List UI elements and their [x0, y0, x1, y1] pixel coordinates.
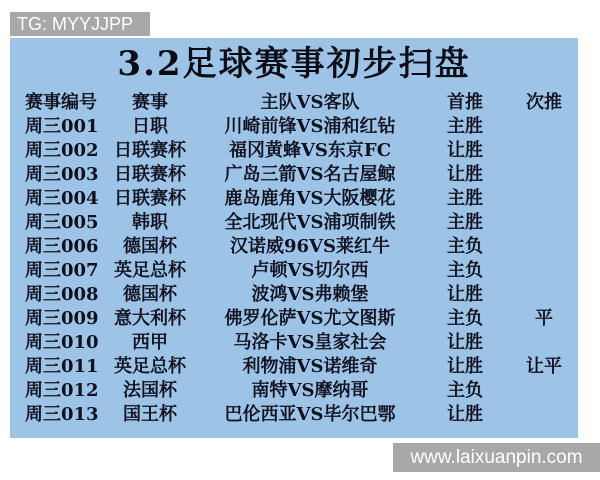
match-id-cell: 周三006: [25, 236, 99, 257]
teams-cell: 鹿岛鹿角VS大阪樱花: [224, 188, 396, 209]
header-first-pick: 首推: [447, 92, 483, 113]
first-pick-cell: 让胜: [447, 140, 483, 161]
table-panel: [10, 38, 578, 438]
teams-cell: 波鸿VS弗赖堡: [251, 284, 369, 305]
first-pick-cell: 主负: [447, 236, 483, 257]
match-id-cell: 周三008: [25, 284, 99, 305]
league-cell: 日联赛杯: [114, 188, 186, 209]
match-id-cell: 周三002: [25, 140, 99, 161]
league-cell: 德国杯: [123, 236, 177, 257]
match-id-cell: 周三012: [25, 380, 99, 401]
teams-cell: 巴伦西亚VS毕尔巴鄂: [224, 404, 396, 425]
table-row: [10, 184, 578, 208]
first-pick-cell: 让胜: [447, 332, 483, 353]
table-row: [10, 304, 578, 328]
first-pick-cell: 让胜: [447, 164, 483, 185]
table-row: [10, 280, 578, 304]
table-row: [10, 112, 578, 136]
league-cell: 德国杯: [123, 284, 177, 305]
teams-cell: 卢顿VS切尔西: [251, 260, 369, 281]
teams-cell: 利物浦VS诺维奇: [242, 356, 378, 377]
match-id-cell: 周三010: [25, 332, 99, 353]
match-id-cell: 周三009: [25, 308, 99, 329]
league-cell: 国王杯: [123, 404, 177, 425]
table-row: [10, 328, 578, 352]
match-id-cell: 周三011: [25, 356, 99, 377]
first-pick-cell: 主胜: [447, 212, 483, 233]
header-teams: 主队VS客队: [260, 92, 360, 113]
table-row: [10, 376, 578, 400]
page-title: 3.2足球赛事初步扫盘: [117, 44, 471, 84]
league-cell: 日职: [132, 116, 168, 137]
first-pick-cell: 主负: [447, 260, 483, 281]
teams-cell: 广岛三箭VS名古屋鲸: [224, 164, 396, 185]
league-cell: 意大利杯: [114, 308, 186, 329]
match-id-cell: 周三003: [25, 164, 99, 185]
league-cell: 英足总杯: [114, 260, 186, 281]
teams-cell: 汉诺威96VS莱红牛: [229, 236, 390, 257]
match-id-cell: 周三001: [25, 116, 99, 137]
first-pick-cell: 主胜: [447, 188, 483, 209]
league-cell: 韩职: [132, 212, 168, 233]
teams-cell: 全北现代VS浦项制铁: [224, 212, 396, 233]
header-league: 赛事: [132, 92, 168, 113]
league-cell: 英足总杯: [114, 356, 186, 377]
table-row: [10, 256, 578, 280]
header-match-id: 赛事编号: [25, 92, 97, 113]
teams-cell: 马洛卡VS皇家社会: [233, 332, 387, 353]
first-pick-cell: 主胜: [447, 116, 483, 137]
second-pick-cell: 让平: [526, 356, 562, 377]
teams-cell: 佛罗伦萨VS尤文图斯: [224, 308, 396, 329]
table-header-row: [10, 88, 578, 112]
second-pick-cell: 平: [535, 308, 553, 329]
teams-cell: 福冈黄蜂VS东京FC: [228, 140, 392, 161]
match-id-cell: 周三005: [25, 212, 99, 233]
league-cell: 法国杯: [123, 380, 177, 401]
teams-cell: 川崎前锋VS浦和红钻: [224, 116, 396, 137]
match-id-cell: 周三013: [25, 404, 99, 425]
first-pick-cell: 主负: [447, 380, 483, 401]
first-pick-cell: 让胜: [447, 356, 483, 377]
table-row: [10, 352, 578, 376]
table-body: [10, 112, 578, 424]
table-row: [10, 208, 578, 232]
tg-contact-badge: TG: MYYJJPP: [10, 12, 150, 36]
teams-cell: 南特VS摩纳哥: [251, 380, 369, 401]
table-row: [10, 232, 578, 256]
match-id-cell: 周三004: [25, 188, 99, 209]
table-row: [10, 160, 578, 184]
table-row: [10, 136, 578, 160]
first-pick-cell: 让胜: [447, 404, 483, 425]
league-cell: 日联赛杯: [114, 140, 186, 161]
header-second-pick: 次推: [526, 92, 562, 113]
first-pick-cell: 主负: [447, 308, 483, 329]
league-cell: 西甲: [132, 332, 168, 353]
match-id-cell: 周三007: [25, 260, 99, 281]
table-row: [10, 400, 578, 424]
first-pick-cell: 让胜: [447, 284, 483, 305]
watermark-badge: www.laixuanpin.com: [393, 443, 600, 472]
league-cell: 日联赛杯: [114, 164, 186, 185]
